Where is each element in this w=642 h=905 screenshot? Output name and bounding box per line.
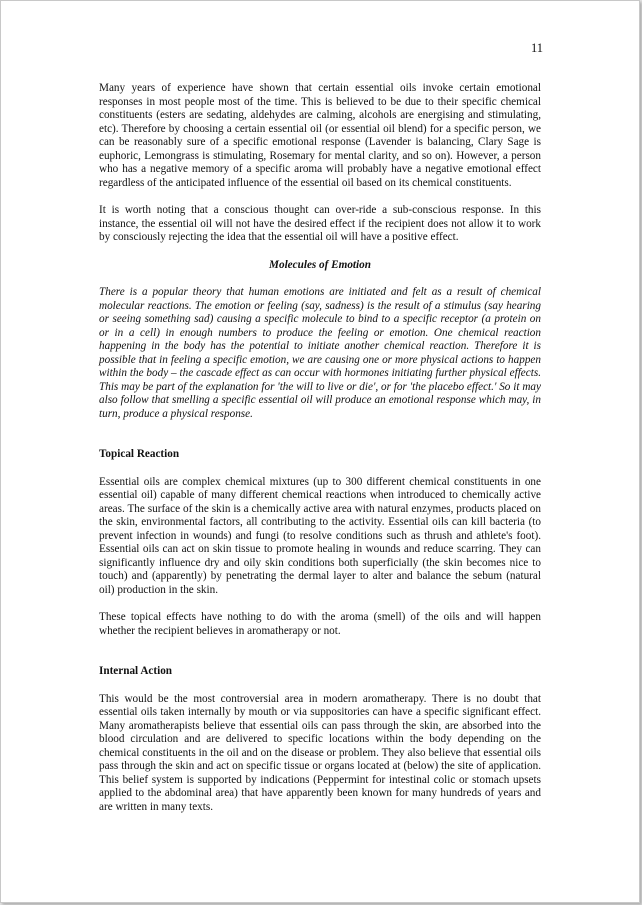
page-content — [99, 82, 541, 814]
paragraph-internal-action: This would be the most controversial area in modern aromatherapy. There is no doubt that essential oils taken internally by mouth or via suppositories can have a specific significant effect. Many aromatherapists believe that essential oils can pass through the skin, are absorbed into the blood circulation and are delivered to specific locations within the body depending on the chemical constituents in the oil and on the disease or problem. They also believe that essential oils pass through the skin and act on specific tissue or organs located at (below) the site of application. This belief system is supported by indications (Peppermint for intestinal colic or stomach upsets applied to the abdominal area) that have apparently been known for many hundreds of years and are written in many texts. — [99, 692, 541, 813]
heading-molecules-of-emotion: Molecules of Emotion — [269, 258, 371, 271]
paragraph-molecules-of-emotion: There is a popular theory that human emotions are initiated and felt as a result of chemical molecular reactions. The emotion or feeling (say, sadness) is the result of a stimulus (say hearing or seeing something sad) causing a specific molecule to bind to a specific receptor (a protein on or in a cell) in enough numbers to produce the feeling or emotion. One chemical reaction happening in the body has the potential to initiate another chemical reaction. Therefore it is possible that in feeling a specific emotion, we are causing one or more physical actions to happen within the body – the cascade effect as can occur with hormones initiating further physical effects. This may be part of the explanation for 'the will to live or die', or for 'the placebo effect.' So it may also follow that smelling a specific essential oil will produce an emotional response which may, in turn, produce a physical response. — [99, 286, 541, 420]
paragraph-emotional-responses: Many years of experience have shown that certain essential oils invoke certain emotional responses in most people most of the time. This is believed to be due to their specific chemical constituents (esters are sedating, aldehydes are calming, alcohols are energising and stimulating, etc). Therefore by choosing a certain essential oil (or essential oil blend) for a specific person, we can be reasonably sure of a specific emotional response (Lavender is balancing, Clary Sage is euphoric, Lemongrass is stimulating, Rosemary for mental clarity, and so on). However, a person who has a negative memory of a specific aroma will probably have a negative emotional effect regardless of the anticipated influence of the essential oil based on its chemical constituents. — [99, 82, 541, 189]
paragraph-topical-reaction: Essential oils are complex chemical mixtures (up to 300 different chemical constituents in one essential oil) capable of many different chemical reactions when introduced to chemically active areas. The surface of the skin is a chemically active area with natural enzymes, products placed on the skin, environmental factors, all contributing to the activity. Essential oils can kill bacteria (to prevent infection in wounds) and fungi (to resolve conditions such as thrush and athlete's foot). Essential oils can act on skin tissue to promote healing in wounds and reduce scarring. They can significantly influence dry and oily skin conditions both superficially (the skin becomes nice to touch) and (apparently) by penetrating the dermal layer to alter and balance the sebum (natural oil) production in the skin. — [99, 475, 541, 596]
heading-topical-reaction: Topical Reaction — [99, 448, 180, 460]
page-number: 11 — [530, 41, 543, 55]
heading-internal-action: Internal Action — [99, 665, 173, 677]
paragraph-conscious-thought: It is worth noting that a conscious thought can over-ride a sub-conscious response. In this instance, the essential oil will not have the desired effect if the recipient does not allow it to work by consciously rejecting the idea that the essential oil will have a positive effect. — [99, 204, 541, 243]
paragraph-topical-effects: These topical effects have nothing to do with the aroma (smell) of the oils and will happen whether the recipient believes in aromatherapy or not. — [99, 611, 541, 637]
